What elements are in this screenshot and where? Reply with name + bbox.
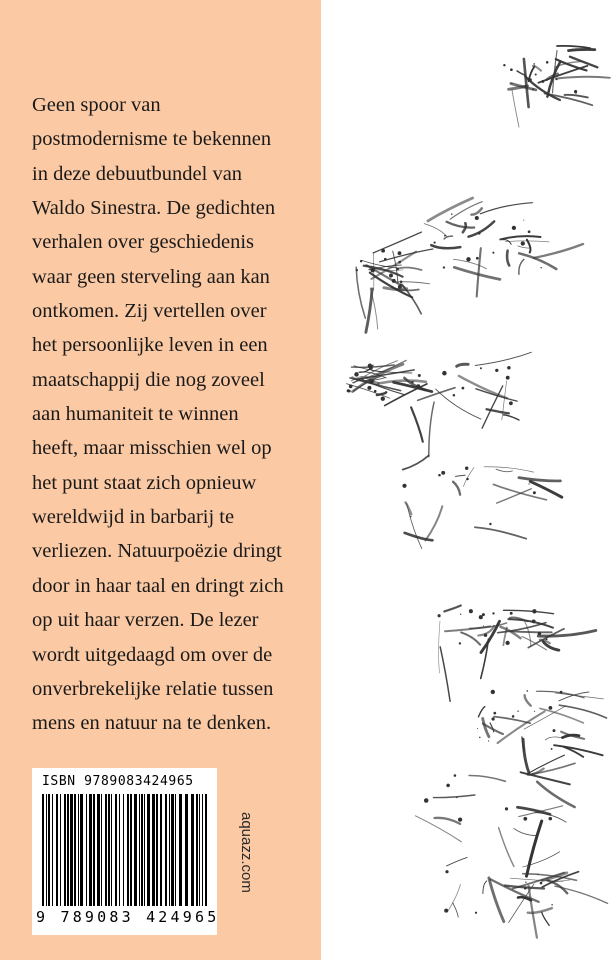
ink-stroke <box>356 267 365 318</box>
ink-stroke <box>435 818 461 824</box>
ink-speck <box>533 491 536 494</box>
ink-stroke <box>480 203 532 214</box>
ink-stroke <box>424 224 446 236</box>
blurb-line: maatschappij die nog zoveel <box>32 368 265 391</box>
blurb-line: ontkomen. Zij vertellen over <box>32 300 267 323</box>
ink-speck <box>476 257 479 260</box>
ink-stroke <box>429 402 434 457</box>
blurb-line: aan humaniteit te winnen <box>32 403 239 426</box>
ink-speck <box>479 737 481 739</box>
ink-speck <box>549 706 553 710</box>
ink-speck <box>475 912 477 914</box>
ink-speck <box>446 784 450 788</box>
ink-stroke <box>475 527 526 538</box>
ink-speck <box>521 241 525 245</box>
blurb-line: onverbrekelijke relatie tussen <box>32 677 274 700</box>
ink-speck <box>491 717 494 720</box>
ink-speck <box>477 728 478 729</box>
ink-speck <box>491 690 495 694</box>
ink-speck <box>540 882 543 885</box>
ink-speck <box>551 748 553 750</box>
ink-speck <box>507 366 511 370</box>
ink-stroke <box>453 482 460 495</box>
ink-stroke <box>373 232 421 253</box>
blurb-line: het punt staat zich opnieuw <box>32 471 257 494</box>
ink-speck <box>384 258 387 261</box>
ink-stroke <box>532 763 575 774</box>
ink-speck <box>398 285 402 289</box>
ink-speck <box>545 638 547 640</box>
ink-stroke <box>525 695 531 705</box>
ink-speck <box>444 235 446 237</box>
ink-stroke <box>511 631 551 632</box>
ink-stroke <box>457 364 468 366</box>
ink-speck <box>556 78 558 80</box>
ink-stroke <box>537 782 574 807</box>
ink-stroke <box>527 821 542 876</box>
ink-speck <box>553 729 556 732</box>
ink-stroke <box>565 95 588 98</box>
ink-speck <box>484 634 487 637</box>
ink-stroke <box>459 376 507 398</box>
ink-speck <box>392 279 396 283</box>
ink-stroke <box>503 240 512 245</box>
ink-stroke <box>514 829 537 836</box>
ink-speck <box>369 379 374 384</box>
ink-speck <box>456 797 457 798</box>
ink-speck <box>478 232 481 235</box>
ink-stroke <box>524 59 529 107</box>
ink-stroke <box>366 289 372 332</box>
ink-speck <box>532 609 536 613</box>
ink-speck <box>398 251 402 255</box>
ink-stroke <box>469 221 495 236</box>
ink-speck <box>510 68 513 71</box>
ink-stroke <box>540 708 583 723</box>
ink-speck <box>418 374 421 377</box>
ink-speck <box>546 61 549 64</box>
ink-speck <box>410 516 412 518</box>
ink-speck <box>541 80 544 83</box>
ink-stroke <box>523 739 529 773</box>
ink-stroke <box>498 712 545 744</box>
ink-speck <box>524 85 526 87</box>
ink-speck <box>445 870 448 873</box>
ink-speck <box>506 376 510 380</box>
blurb-line: wordt uitgedaagd om over de <box>32 643 273 666</box>
ink-speck <box>532 619 536 623</box>
ink-speck <box>438 474 441 477</box>
ink-speck <box>492 612 494 614</box>
ink-speck <box>532 88 534 90</box>
ink-speck <box>434 242 436 244</box>
ink-stroke <box>464 467 475 486</box>
ink-speck <box>451 213 453 215</box>
ink-speck <box>475 216 479 220</box>
barcode-bars <box>42 794 207 906</box>
ink-speck <box>354 372 358 376</box>
ink-stroke <box>434 795 475 798</box>
ink-stroke <box>475 352 531 365</box>
ink-speck <box>460 614 461 615</box>
ink-speck <box>528 483 529 484</box>
ink-speck <box>512 715 515 718</box>
ink-stroke <box>494 717 530 724</box>
ink-speck <box>400 281 403 284</box>
ink-stroke <box>545 737 562 740</box>
ink-speck <box>526 690 528 692</box>
ink-speck <box>489 523 491 525</box>
ink-speck <box>389 274 393 278</box>
ink-speck <box>402 484 406 488</box>
ink-speck <box>509 401 513 405</box>
blurb-line: waar geen sterveling aan kan <box>32 265 270 288</box>
ink-stroke <box>517 71 525 75</box>
ink-speck <box>370 268 375 273</box>
ink-speck <box>465 466 468 469</box>
ink-speck <box>462 387 465 390</box>
ink-speck <box>381 397 385 401</box>
ink-speck <box>411 381 413 383</box>
ink-speck <box>479 615 483 619</box>
ink-stroke <box>425 506 442 540</box>
ink-stroke <box>461 632 480 644</box>
blurb-line: mens en natuur na te denken. <box>32 712 272 735</box>
ink-speck <box>523 817 527 821</box>
ink-speck <box>367 386 371 390</box>
ink-speck <box>441 471 445 475</box>
ink-speck <box>551 904 553 906</box>
ink-speck <box>360 260 362 262</box>
ink-stroke <box>499 828 514 867</box>
ink-stroke <box>507 251 509 266</box>
ink-stroke <box>403 456 429 470</box>
ink-stroke <box>448 885 461 912</box>
ink-stroke <box>530 481 562 497</box>
ink-speck <box>453 394 456 397</box>
ink-speck <box>480 367 482 369</box>
ink-speck <box>538 632 542 636</box>
ink-stroke <box>447 857 468 866</box>
ink-stroke <box>444 236 452 239</box>
ink-stroke <box>519 478 561 481</box>
ink-stroke <box>518 246 530 248</box>
ink-speck <box>424 798 429 803</box>
ink-speck <box>347 389 350 392</box>
blurb-line: verhalen over geschiedenis <box>32 231 254 254</box>
ink-stroke <box>440 647 450 701</box>
ink-speck <box>533 63 535 65</box>
ink-stroke <box>557 46 590 48</box>
ink-speck <box>454 774 457 777</box>
ink-speck <box>458 817 462 821</box>
barcode-label <box>32 768 220 935</box>
ink-stroke <box>524 620 531 646</box>
ink-stroke <box>569 49 595 50</box>
ink-speck <box>442 371 447 376</box>
blurb-line: door in haar taal en dringt zich <box>32 574 284 597</box>
ink-speck <box>528 230 531 233</box>
barcode-digits: 9 789083 424965 <box>36 908 220 926</box>
ink-stroke <box>500 236 540 239</box>
ink-speck <box>493 712 496 715</box>
ink-stroke <box>542 912 549 925</box>
ink-speck <box>396 268 399 271</box>
ink-speck <box>510 612 513 615</box>
ink-speck <box>537 874 538 875</box>
ink-speck <box>560 691 563 694</box>
ink-speck <box>444 909 448 913</box>
ink-stroke <box>556 77 610 79</box>
ink-speck <box>416 384 420 388</box>
ink-speck <box>466 478 469 481</box>
ink-speck <box>523 220 524 221</box>
ink-stroke <box>478 707 484 717</box>
ink-stroke <box>453 903 459 917</box>
blurb-line: heeft, maar misschien wel op <box>32 437 272 460</box>
blurb-line: Geen spoor van <box>32 94 161 116</box>
ink-stroke <box>456 475 465 476</box>
ink-speck <box>488 740 489 741</box>
ink-stroke <box>521 772 570 784</box>
isbn-label: ISBN 9789083424965 <box>42 774 194 789</box>
ink-stroke <box>496 469 512 472</box>
publisher-website: aquazz.com <box>238 812 255 893</box>
ink-speck <box>459 642 461 644</box>
ink-speck <box>575 93 576 94</box>
ink-stroke <box>406 502 412 514</box>
ink-speck <box>525 882 526 883</box>
ink-stroke <box>477 248 481 296</box>
blurb-line: het persoonlijke leven in een <box>32 334 268 357</box>
ink-speck <box>349 385 353 389</box>
ink-stroke <box>447 222 475 228</box>
ink-stroke <box>504 415 520 420</box>
ink-speck <box>482 613 485 616</box>
ink-speck <box>466 257 470 261</box>
ink-stroke <box>469 775 505 781</box>
blurb-line: in deze debuutbundel van <box>32 162 243 185</box>
ink-stroke <box>519 253 556 269</box>
ink-speck <box>529 78 532 81</box>
ink-speck <box>540 267 541 268</box>
ink-stroke <box>534 244 583 258</box>
blurb-line: wereldwijd in barbarij te <box>32 506 235 529</box>
ink-stroke <box>398 267 421 270</box>
ink-stroke <box>431 245 460 248</box>
blurb-line: Waldo Sinestra. De gedichten <box>32 197 276 220</box>
ink-scratch-artwork <box>321 0 611 960</box>
ink-speck <box>443 266 445 268</box>
ink-stroke <box>411 407 423 441</box>
ink-speck <box>381 249 385 253</box>
ink-speck <box>368 364 373 369</box>
ink-speck <box>505 641 509 645</box>
blurb-text <box>32 88 317 741</box>
blurb-line: postmodernisme te bekennen <box>32 128 272 151</box>
ink-speck <box>356 269 358 271</box>
ink-speck <box>512 226 516 230</box>
blurb-line: verliezen. Natuurpoëzie dringt <box>32 540 282 563</box>
ink-speck <box>524 887 527 890</box>
ink-speck <box>535 73 537 75</box>
ink-speck <box>483 625 484 626</box>
ink-stroke <box>444 606 461 612</box>
ink-speck <box>534 711 535 712</box>
ink-stroke <box>538 631 596 637</box>
ink-speck <box>398 261 401 264</box>
ink-speck <box>511 83 512 84</box>
ink-speck <box>549 817 553 821</box>
ink-stroke <box>436 389 481 419</box>
ink-speck <box>503 64 505 66</box>
ink-speck <box>574 90 577 93</box>
ink-stroke <box>519 259 524 274</box>
ink-speck <box>505 807 508 810</box>
ink-speck <box>438 614 441 617</box>
ink-speck <box>469 609 473 613</box>
ink-stroke <box>512 89 519 127</box>
ink-stroke <box>527 240 531 253</box>
blurb-line: op uit haar verzen. De lezer <box>32 609 259 632</box>
ink-stroke <box>380 249 433 262</box>
ink-stroke <box>483 881 487 894</box>
ink-speck <box>492 252 494 254</box>
ink-stroke <box>415 816 461 842</box>
ink-speck <box>495 369 498 372</box>
ink-speck <box>517 710 518 711</box>
